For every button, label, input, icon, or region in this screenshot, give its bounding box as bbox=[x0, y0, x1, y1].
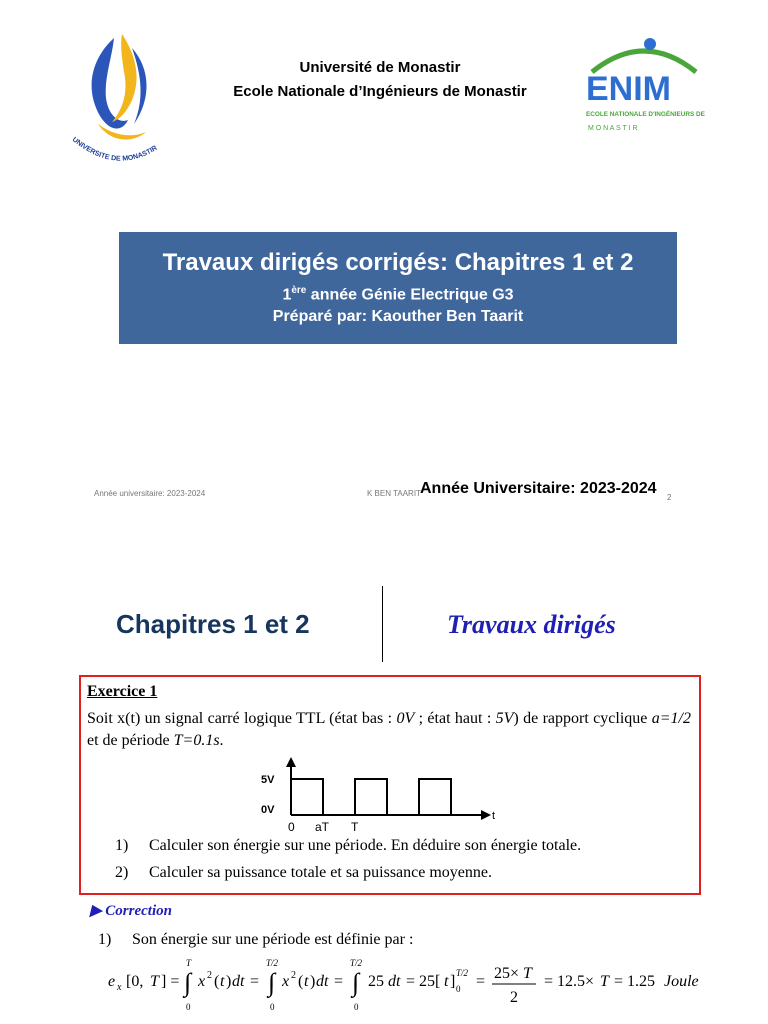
svg-text:=: = bbox=[250, 973, 260, 990]
year-line: 1ère année Génie Electrique G3 bbox=[282, 285, 514, 304]
svg-text:T/2: T/2 bbox=[350, 958, 363, 968]
svg-text:∫: ∫ bbox=[268, 968, 276, 997]
institution-header bbox=[180, 56, 580, 104]
svg-text:25×: 25× bbox=[494, 965, 520, 982]
question-1: 1) Calculer son énergie sur une période. En déduire son énergie totale. bbox=[115, 837, 582, 854]
svg-text:] =: ] = bbox=[161, 973, 180, 990]
svg-text:): ) bbox=[226, 973, 232, 990]
svg-text:x: x bbox=[282, 973, 290, 990]
svg-text:T: T bbox=[600, 973, 609, 990]
svg-text:2: 2 bbox=[207, 970, 212, 981]
svg-text:UNIVERSITE DE MONASTIR bbox=[71, 136, 159, 162]
svg-text:0: 0 bbox=[270, 1002, 275, 1012]
svg-text:e: e bbox=[108, 973, 116, 990]
svg-text:∫: ∫ bbox=[352, 968, 360, 997]
svg-text:[0,: [0, bbox=[126, 973, 144, 990]
author-line: Préparé par: Kaouther Ben Taarit bbox=[272, 308, 524, 326]
label-at: aT bbox=[315, 820, 330, 834]
svg-text:(: ( bbox=[298, 973, 304, 990]
label-t-axis: t bbox=[492, 810, 496, 822]
svg-text:(: ( bbox=[214, 973, 220, 990]
correction-item-1: 1) Son énergie sur une période est définie par : bbox=[98, 931, 414, 948]
svg-text:T: T bbox=[523, 965, 532, 982]
enim-logo-text: ENIM bbox=[586, 70, 671, 108]
footer-year-big: Année Universitaire: 2023-2024 bbox=[420, 480, 657, 497]
svg-text:dt: dt bbox=[316, 973, 329, 990]
svg-text:T: T bbox=[150, 973, 159, 990]
svg-text:T/2: T/2 bbox=[266, 958, 279, 968]
svg-text:T: T bbox=[186, 958, 192, 968]
university-of-monastir-logo bbox=[62, 28, 172, 168]
enim-logo-subtitle: ECOLE NATIONALE D'INGÉNIEURS DE bbox=[586, 111, 705, 118]
label-0v: 0V bbox=[261, 804, 275, 816]
section-title: Travaux dirigés bbox=[447, 610, 616, 639]
svg-text:= 25[: = 25[ bbox=[406, 973, 441, 990]
svg-text:0: 0 bbox=[186, 1002, 191, 1012]
title-banner bbox=[119, 232, 677, 344]
svg-text:2: 2 bbox=[291, 970, 296, 981]
energy-equation bbox=[100, 956, 740, 1016]
label-t-period: T bbox=[351, 820, 359, 834]
svg-text:T/2: T/2 bbox=[456, 968, 469, 978]
svg-text:dt: dt bbox=[388, 973, 401, 990]
exercise-statement: Soit x(t) un signal carré logique TTL (état bas : 0V ; état haut : 5V) de rapport cyclique a=1/2 et de période T=0.1s. bbox=[87, 710, 691, 749]
footer-author: K BEN TAARIT bbox=[367, 489, 421, 498]
school-name: Ecole Nationale d’Ingénieurs de Monastir bbox=[233, 83, 527, 100]
svg-text:t: t bbox=[444, 973, 449, 990]
svg-text:= 1.25: = 1.25 bbox=[614, 973, 656, 990]
square-signal-diagram bbox=[231, 757, 501, 837]
svg-text:t: t bbox=[304, 973, 309, 990]
svg-text:Joule: Joule bbox=[664, 973, 699, 990]
document-title: Travaux dirigés corrigés: Chapitres 1 et 2 bbox=[162, 249, 634, 276]
exercise-box bbox=[79, 675, 701, 895]
exercise-title: Exercice 1 bbox=[87, 683, 158, 700]
enim-logo bbox=[582, 36, 706, 136]
svg-text:=: = bbox=[476, 973, 486, 990]
svg-text:∫: ∫ bbox=[184, 968, 192, 997]
svg-text:0: 0 bbox=[456, 984, 461, 994]
footer-year-small: Année universitaire: 2023-2024 bbox=[94, 489, 206, 498]
correction-label: ▶ Correction bbox=[90, 903, 172, 919]
chapter-title: Chapitres 1 et 2 bbox=[116, 609, 310, 639]
svg-text:25: 25 bbox=[368, 973, 384, 990]
enim-logo-city: M O N A S T I R bbox=[588, 125, 638, 132]
svg-text:dt: dt bbox=[232, 973, 245, 990]
svg-text:x: x bbox=[117, 982, 122, 993]
header-divider bbox=[382, 586, 383, 662]
label-5v: 5V bbox=[261, 774, 275, 786]
svg-text:]: ] bbox=[450, 973, 456, 990]
uni-logo-text: UNIVERSITE DE MONASTIR bbox=[70, 136, 159, 163]
svg-text:=: = bbox=[334, 973, 344, 990]
triangle-bullet-icon: ▶ bbox=[90, 903, 102, 919]
university-name: Université de Monastir bbox=[299, 59, 461, 76]
svg-text:= 12.5×: = 12.5× bbox=[544, 973, 595, 990]
page-number: 2 bbox=[667, 493, 672, 502]
svg-text:0: 0 bbox=[354, 1002, 359, 1012]
svg-text:): ) bbox=[310, 973, 316, 990]
svg-text:t: t bbox=[220, 973, 225, 990]
svg-text:2: 2 bbox=[510, 989, 518, 1006]
svg-text:x: x bbox=[198, 973, 206, 990]
label-t0: 0 bbox=[288, 820, 295, 834]
question-2: 2) Calculer sa puissance totale et sa puissance moyenne. bbox=[115, 864, 492, 881]
